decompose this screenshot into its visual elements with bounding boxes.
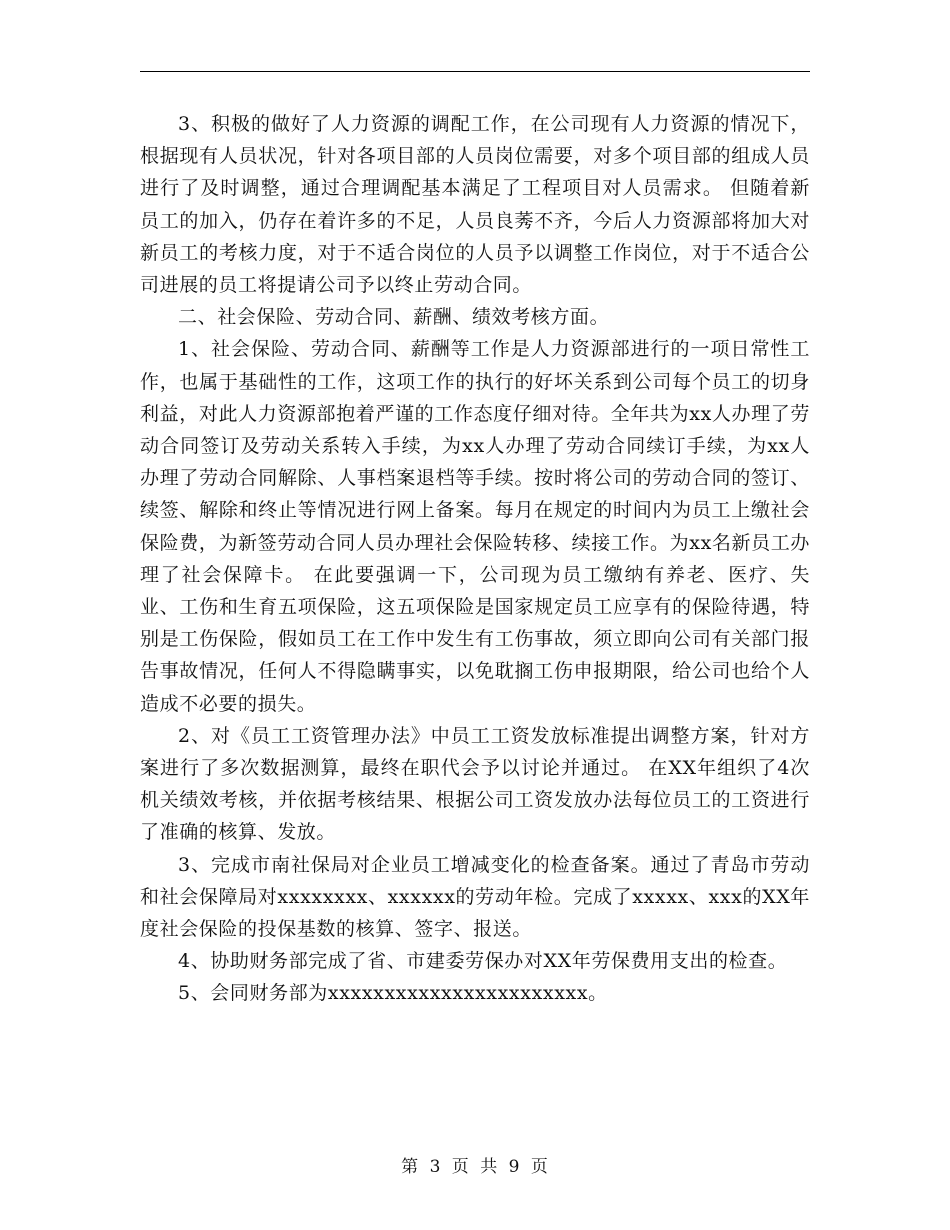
paragraph-salary: 2、对《员工工资管理办法》中员工工资发放标准提出调整方案，针对方案进行了多次数据测算，最终在职代会予以讨论并通过。 在XX年组织了4次机关绩效考核，并依据考核结果、根据公司工资发放办法每位员工的工资进行了准确的核算、发放。 <box>140 724 810 844</box>
footer-label-total-unit: 页 <box>530 1157 549 1177</box>
header-rule <box>140 71 810 72</box>
footer-label-page: 第 <box>401 1157 420 1177</box>
footer-total-pages: 9 <box>508 1157 521 1177</box>
footer-label-total: 共 <box>480 1157 499 1177</box>
paragraph-social-insurance: 1、社会保险、劳动合同、薪酬等工作是人力资源部进行的一项日常性工作，也属于基础性的工作，这项工作的执行的好坏关系到公司每个员工的切身利益，对此人力资源部抱着严谨的工作态度仔细对待。全年共为xx人办理了劳动合同签订及劳动关系转入手续，为xx人办理了劳动合同续订手续，为xx人办理了劳动合同解除、人事档案退档等手续。按时将公司的劳动合同的签订、续签、解除和终止等情况进行网上备案。每月在规定的时间内为员工上缴社会保险费，为新签劳动合同人员办理社会保险转移、续接工作。为xx名新员工办理了社会保障卡。 在此要强调一下，公司现为员工缴纳有养老、医疗、失业、工伤和生育五项保险，这五项保险是国家规定员工应享有的保险待遇，特别是工伤保险，假如员工在工作中发生有工伤事故，须立即向公司有关部门报告事故情况，任何人不得隐瞒事实，以免耽搁工伤申报期限，给公司也给个人造成不必要的损失。 <box>140 338 810 715</box>
footer-label-page-unit: 页 <box>451 1157 470 1177</box>
paragraph-staffing: 3、积极的做好了人力资源的调配工作，在公司现有人力资源的情况下，根据现有人员状况，针对各项目部的人员岗位需要，对多个项目部的组成人员进行了及时调整，通过合理调配基本满足了工程项目对人员需求。 但随着新员工的加入，仍存在着许多的不足，人员良莠不齐，今后人力资源部将加大对新员工的考核力度，对于不适合岗位的人员予以调整工作岗位，对于不适合公司进展的员工将提请公司予以终止劳动合同。 <box>140 113 810 297</box>
paragraph-finance-cooperation: 5、会同财务部为xxxxxxxxxxxxxxxxxxxxxxx。 <box>178 982 608 1005</box>
paragraph-finance-check: 4、协助财务部完成了省、市建委劳保办对XX年劳保费用支出的检查。 <box>178 950 788 973</box>
document-body <box>140 108 810 1010</box>
footer-current-page: 3 <box>429 1157 442 1177</box>
page-number-footer <box>0 1152 950 1177</box>
paragraph-inspection: 3、完成市南社保局对企业员工增减变化的检查备案。通过了青岛市劳动和社会保障局对xxxxxxxx、xxxxxx的劳动年检。完成了xxxxx、xxx的XX年度社会保险的投保基数的核算、签字、报送。 <box>140 853 810 941</box>
section-heading-social-insurance: 二、社会保险、劳动合同、薪酬、绩效考核方面。 <box>178 306 610 329</box>
